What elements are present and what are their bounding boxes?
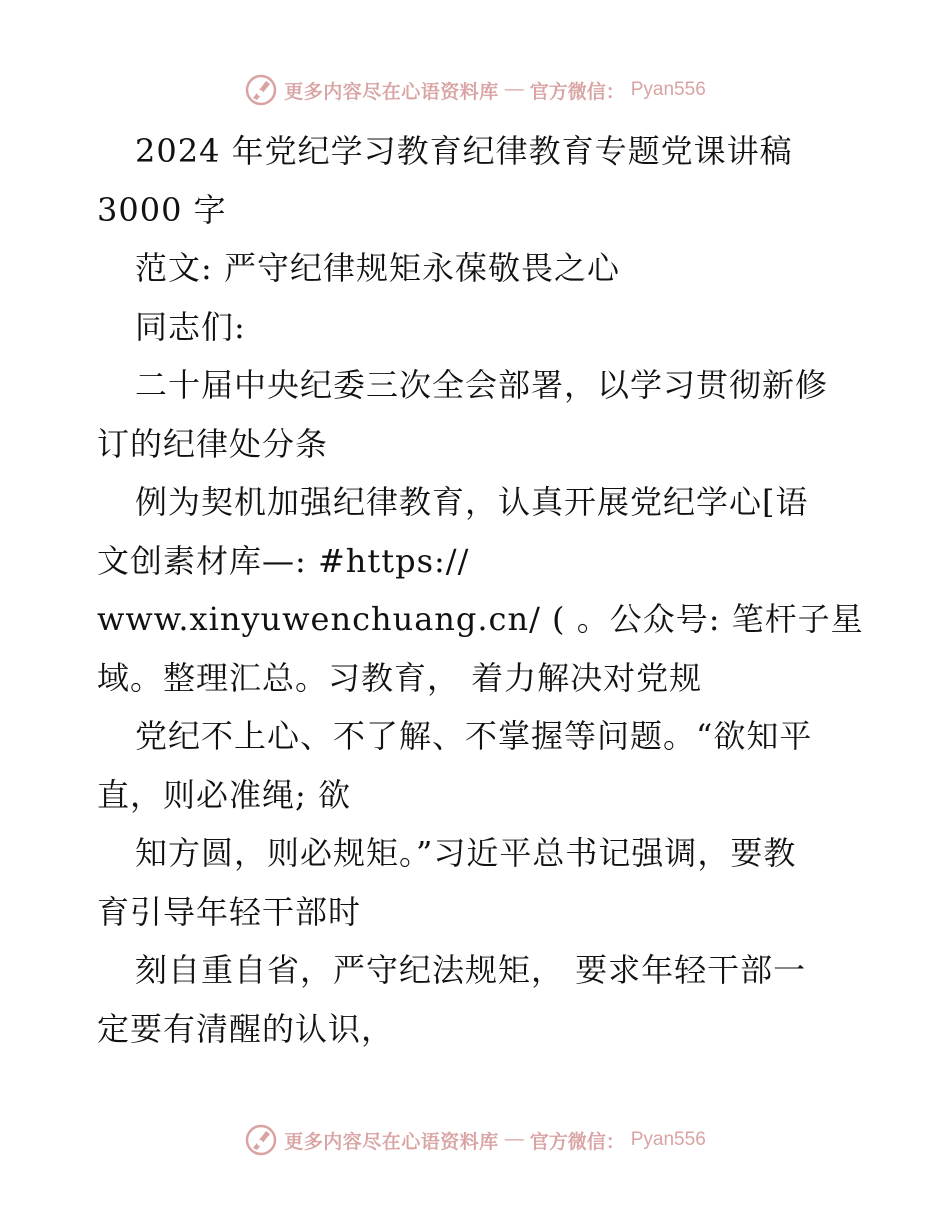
text-line: 知方圆，则必规矩。”习近平总书记强调，要教	[135, 834, 797, 872]
watermark-text: 更多内容尽在心语资料库	[284, 81, 499, 103]
text-line: 3000 字	[97, 190, 227, 229]
text-line: 文创素材库—: #https://	[97, 541, 470, 580]
text-line: www.xinyuwenchuang.cn/ ( 。公众号: 笔杆子星	[97, 600, 864, 638]
watermark-dash: —	[504, 1129, 524, 1150]
quill-logo-icon	[244, 1123, 278, 1157]
text-line: 范文: 严守纪律规矩永葆敬畏之心	[135, 249, 620, 287]
watermark-dash: —	[504, 79, 524, 100]
watermark-wechat-id: Pyan556	[630, 79, 706, 100]
text-line: 刻自重自省，严守纪法规矩， 要求年轻干部一	[135, 951, 807, 989]
text-line: 域。整理汇总。习教育， 着力解决对党规	[97, 658, 703, 697]
text-line: 订的纪律处分条	[97, 424, 329, 463]
text-line: 同志们:	[135, 307, 246, 346]
text-line: 2024 年党纪学习教育纪律教育专题党课讲稿	[135, 132, 793, 170]
watermark-wechat-id: Pyan556	[630, 1129, 706, 1150]
header-watermark	[0, 70, 950, 110]
text-line: 直，则必准绳; 欲	[97, 775, 351, 814]
text-line: 定要有清醒的认识，	[97, 1009, 395, 1048]
text-line: 例为契机加强纪律教育，认真开展党纪学心[语	[135, 483, 809, 521]
watermark-wechat-label: 官方微信：	[529, 1131, 625, 1153]
text-line: 二十届中央纪委三次全会部署，以学习贯彻新修	[135, 366, 829, 404]
text-line: 育引导年轻干部时	[97, 892, 362, 931]
watermark-text: 更多内容尽在心语资料库	[284, 1131, 499, 1153]
document-body	[97, 122, 864, 1058]
quill-logo-icon	[244, 73, 278, 107]
footer-watermark	[0, 1120, 950, 1160]
text-line: 党纪不上心、不了解、不掌握等问题。“欲知平	[135, 717, 813, 755]
watermark-wechat-label: 官方微信：	[529, 81, 625, 103]
